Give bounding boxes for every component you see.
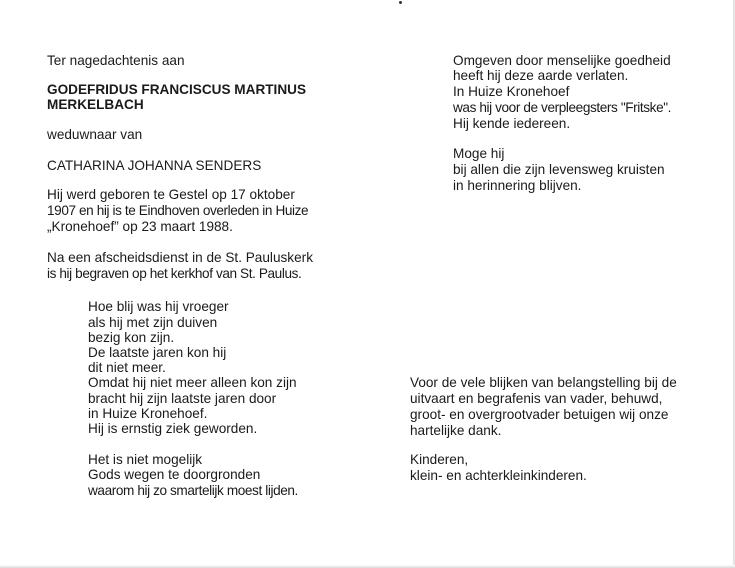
closing-line: waarom hij zo smartelijk moest lijden. <box>88 483 298 498</box>
signature-line: klein- en achterkleinkinderen. <box>410 468 587 483</box>
poem-line: als hij met zijn duiven <box>88 315 218 330</box>
prayer-line: Moge hij <box>453 146 505 161</box>
thanks-line: uitvaart en begrafenis van vader, behuwd, <box>410 391 663 406</box>
verse-line: was hij voor de verpleegsters "Fritske". <box>453 100 672 115</box>
poem-line: Omdat hij niet meer alleen kon zijn <box>88 375 297 390</box>
verse-line: Hij kende iedereen. <box>453 116 571 131</box>
thanks-line: groot- en overgrootvader betuigen wij onze <box>410 407 669 422</box>
fold-mark <box>399 1 402 4</box>
poem-line: Hij is ernstig ziek geworden. <box>88 421 258 436</box>
deceased-name-line-1: GODEFRIDUS FRANCISCUS MARTINUS <box>47 82 307 97</box>
birth-line: „Kronehoef” op 23 maart 1988. <box>47 219 233 234</box>
verse-line: heeft hij deze aarde verlaten. <box>453 68 629 83</box>
poem-line: dit niet meer. <box>88 360 166 375</box>
poem-line: bracht hij zijn laatste jaren door <box>88 391 277 406</box>
birth-line: 1907 en hij is te Eindhoven overleden in Huize <box>47 203 309 218</box>
relation-text: weduwnaar van <box>47 127 143 142</box>
thanks-line: Voor de vele blijken van belangstelling bij de <box>410 375 677 390</box>
prayer-line: in herinnering blijven. <box>453 178 582 193</box>
poem-line: bezig kon zijn. <box>88 330 175 345</box>
poem-line: in Huize Kronehoef. <box>88 406 208 421</box>
thanks-line: hartelijke dank. <box>410 423 502 438</box>
verse-line: In Huize Kronehoef <box>453 84 570 99</box>
deceased-name-line-2: MERKELBACH <box>47 97 144 112</box>
burial-line: Na een afscheidsdienst in de St. Pauluskerk <box>47 250 313 265</box>
verse-line: Omgeven door menselijke goedheid <box>453 53 671 68</box>
poem-line: De laatste jaren kon hij <box>88 345 227 360</box>
poem-line: Hoe blij was hij vroeger <box>88 299 229 314</box>
closing-line: Gods wegen te doorgronden <box>88 467 261 482</box>
closing-line: Het is niet mogelijk <box>88 452 203 467</box>
burial-line: is hij begraven op het kerkhof van St. Paulus. <box>47 266 302 281</box>
spouse-name: CATHARINA JOHANNA SENDERS <box>47 158 262 173</box>
prayer-line: bij allen die zijn levensweg kruisten <box>453 162 665 177</box>
signature-line: Kinderen, <box>410 452 469 467</box>
birth-line: Hij werd geboren te Gestel op 17 oktober <box>47 187 295 202</box>
intro-text: Ter nagedachtenis aan <box>47 53 185 68</box>
